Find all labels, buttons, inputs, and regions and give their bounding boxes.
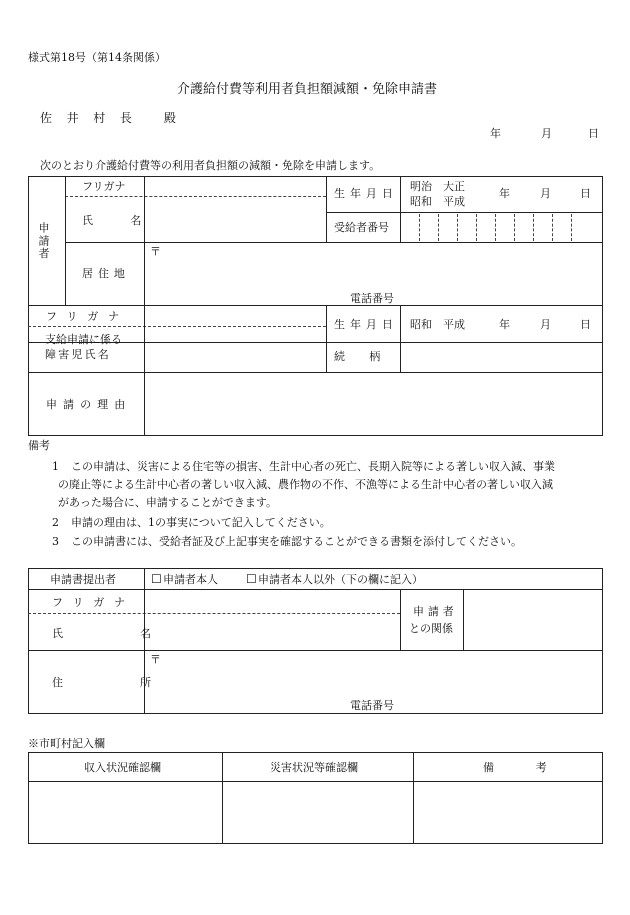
applicant-phone-label: 電話番号 <box>350 292 394 305</box>
applicant-address-input[interactable] <box>164 246 599 284</box>
note-2-line-1: 申請の理由は、1の事実について記入してください。 <box>71 516 331 529</box>
child-birth-label: 生年月日 <box>334 318 398 331</box>
applicant-name-label: 氏 名 <box>82 214 155 227</box>
applicant-birth-year: 年 <box>499 187 510 200</box>
relation-label-1: 申請者 <box>413 605 458 618</box>
income-check-cell[interactable] <box>30 783 220 842</box>
self-checkbox[interactable]: ☐ <box>151 572 162 586</box>
submitter-address-input[interactable] <box>164 654 599 694</box>
submitter-label: 申請書提出者 <box>50 573 116 586</box>
note-1-line-3: があった場合に、申請することができます。 <box>58 496 278 509</box>
notes-heading: 備考 <box>28 439 50 452</box>
other-checkbox[interactable]: ☐ <box>246 572 257 586</box>
applicant-group-label: 申請者 <box>37 222 50 260</box>
submitter-relation-input[interactable] <box>465 591 601 648</box>
submitter-address-label: 住 所 <box>52 676 184 689</box>
self-option-label: 申請者本人 <box>163 573 218 586</box>
municipal-col-remarks: 備 考 <box>483 761 563 774</box>
recipient-number-input[interactable] <box>402 214 600 241</box>
applicant-furigana-label: フリガナ <box>82 180 126 193</box>
child-furigana-input[interactable] <box>146 307 324 325</box>
addressee: 佐 井 村 長 殿 <box>40 111 182 125</box>
applicant-era-bottom: 昭和 平成 <box>410 195 465 208</box>
applicant-birth-month: 月 <box>540 187 551 200</box>
child-relation-label: 続柄 <box>334 350 405 363</box>
child-name-label-2: 障害児氏名 <box>45 348 111 361</box>
applicant-address-label: 居住地 <box>82 267 130 280</box>
remarks-cell[interactable] <box>415 783 601 842</box>
municipal-col-income: 収入状況確認欄 <box>84 761 161 774</box>
submitter-name-label: 氏 名 <box>52 627 184 640</box>
date-month: 月 <box>541 127 552 140</box>
applicant-postal-mark: 〒 <box>150 245 161 258</box>
child-relation-input[interactable] <box>402 344 600 370</box>
recipient-number-label: 受給者番号 <box>334 221 389 234</box>
note-1-line-2: の廃止等による生計中心者の著しい収入減、農作物の不作、不漁等による生計中心者の著しい収入減 <box>58 478 553 491</box>
applicant-furigana-input[interactable] <box>146 178 324 195</box>
child-name-label-1: 支給申請に係る <box>45 333 122 346</box>
form-title: 介護給付費等利用者負担額減額・免除申請書 <box>177 82 438 97</box>
child-eras: 昭和 平成 <box>410 318 465 331</box>
applicant-era-top: 明治 大正 <box>410 180 465 193</box>
disaster-check-cell[interactable] <box>224 783 411 842</box>
note-3-number: 3 <box>52 535 59 548</box>
child-birth-day: 日 <box>580 318 591 331</box>
child-furigana-label: フリガナ <box>46 310 130 323</box>
submitter-postal-mark: 〒 <box>150 653 161 666</box>
note-3-line-1: この申請書には、受給者証及び上記事実を確認することができる書類を添付してください。 <box>71 535 522 548</box>
municipal-heading: ※市町村記入欄 <box>28 737 105 750</box>
applicant-name-input[interactable] <box>146 198 324 240</box>
applicant-phone-input[interactable] <box>404 288 599 304</box>
submitter-phone-label: 電話番号 <box>350 699 394 712</box>
other-option-label: 申請者本人以外（下の欄に記入） <box>258 573 423 586</box>
date-year: 年 <box>490 127 501 140</box>
applicant-birth-label: 生年月日 <box>334 187 398 200</box>
note-1-line-1: この申請は、災害による住宅等の損害、生計中心者の死亡、長期入院等による著しい収入減、事業 <box>71 460 555 473</box>
applicant-birth-day: 日 <box>580 187 591 200</box>
form-number: 様式第18号（第14条関係） <box>28 51 166 64</box>
reason-label: 申請の理由 <box>46 398 132 411</box>
date-day: 日 <box>588 127 599 140</box>
submitter-furigana-input[interactable] <box>146 591 398 612</box>
submitter-furigana-label: フリガナ <box>52 596 136 609</box>
note-2-number: 2 <box>52 516 59 529</box>
municipal-col-disaster: 災害状況等確認欄 <box>270 761 358 774</box>
intro-text: 次のとおり介護給付費等の利用者負担額の減額・免除を申請します。 <box>40 159 381 172</box>
note-1-number: 1 <box>52 460 59 473</box>
child-birth-year: 年 <box>499 318 510 331</box>
child-name-input[interactable] <box>146 328 324 370</box>
reason-input[interactable] <box>146 374 601 434</box>
submitter-name-input[interactable] <box>146 615 398 648</box>
child-birth-month: 月 <box>540 318 551 331</box>
relation-label-2: との関係 <box>409 622 453 635</box>
